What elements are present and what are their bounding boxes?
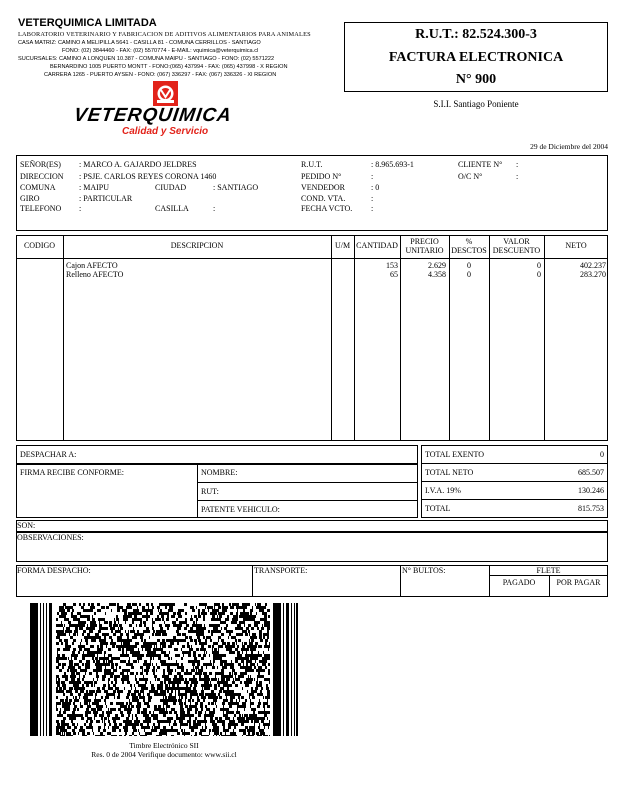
header-valor-1: VALOR [503,237,530,246]
company-tagline: LABORATORIO VETERINARIO Y FABRICACION DE ADITIVOS ALIMENTARIOS PARA ANIMALES [18,31,311,38]
pagado-label: PAGADO [502,578,536,587]
col-divider [449,235,450,441]
logo-slogan: Calidad y Servicio [122,126,209,137]
flete-label: FLETE [536,566,561,575]
stamp-caption: Res. 0 de 2004 Verifique documento: www.sii.cl [91,750,237,759]
total-exento-value: 0 [600,450,604,459]
rut-label: R.U.T. [301,160,323,169]
row-2-precio: 4.358 [428,270,446,279]
pdf417-barcode-icon [30,603,298,736]
row-2-neto: 283.270 [580,270,606,279]
header-neto: NETO [565,241,587,250]
header-um: U/M [334,241,351,250]
direccion-value: : PSJE. CARLOS REYES CORONA 1460 [79,172,217,181]
address-line-4: BERNARDINO 1005 PUERTO MONTT - FONO:(065) 437994 - FAX: (065) 437998 - X REGION [50,64,288,70]
giro-label: GIRO [20,194,40,203]
fecha-value: : [371,204,374,213]
despacho-divider [400,565,401,597]
pedido-value: : [371,172,374,181]
address-line-5: CARRERA 1265 - PUERTO AYSEN - FONO: (067) 336297 - FAX: (067) 336326 - XI REGION [44,72,277,78]
totals-divider [421,481,608,482]
header-precio-1: PRECIO [410,237,439,246]
transporte-label: TRANSPORTE: [254,566,308,575]
ciudad-label: CIUDAD [155,183,187,192]
rut-value: : 8.965.693-1 [371,160,414,169]
sii-office: S.I.I. Santiago Poniente [433,99,519,109]
row-1-precio: 2.629 [428,261,446,270]
row-2-pct: 0 [467,270,471,279]
items-header-divider [16,258,608,259]
vendedor-value: : 0 [371,183,380,192]
por-pagar-label: POR PAGAR [556,578,601,587]
telefono-label: TELEFONO [20,204,62,213]
forma-label: FORMA DESPACHO: [17,566,91,575]
telefono-value: : [79,204,82,213]
invoice-date: 29 de Diciembre del 2004 [530,142,608,151]
firma-row-divider [197,482,418,483]
row-1-pct: 0 [467,261,471,270]
observaciones-label: OBSERVACIONES: [17,533,84,542]
cond-value: : [371,194,374,203]
header-descripcion: DESCRIPCION [170,241,224,250]
comuna-label: COMUNA [20,183,56,192]
header-pct-2: DESCTOS [451,246,487,255]
firma-divider [197,464,198,518]
bultos-label: N° BULTOS: [402,566,446,575]
firma-label: FIRMA RECIBE CONFORME: [20,468,125,477]
total-exento-label: TOTAL EXENTO [425,450,484,459]
row-1-valor: 0 [537,261,541,270]
header-precio-2: UNITARIO [405,246,444,255]
comuna-value: : MAIPU [79,183,110,192]
senor-label: SEÑOR(ES) [20,160,61,169]
vendedor-label: VENDEDOR [301,183,345,192]
address-line-3: SUCURSALES: CAMINO A LONQUEN 10.387 - COMUNA MAIPU - SANTIAGO - FONO: (02) 5571222 [18,56,275,62]
header-codigo: CODIGO [23,241,56,250]
direccion-label: DIRECCION [20,172,64,181]
total-neto-label: TOTAL NETO [425,468,474,477]
total-label: TOTAL [425,504,451,513]
header-valor-2: DESCUENTO [492,246,541,255]
total-value: 815.753 [578,504,604,513]
invoice-number: N° 900 [455,72,497,87]
firma-row-divider [197,500,418,501]
row-2-descripcion: Relleno AFECTO [66,270,124,279]
row-1-cantidad: 153 [386,261,398,270]
despachar-label: DESPACHAR A: [20,450,77,459]
col-divider [331,235,332,441]
stamp-title: Timbre Electrónico SII [129,741,199,750]
iva-value: 130.246 [578,486,604,495]
patente-label: PATENTE VEHICULO: [201,505,280,514]
ciudad-value: : SANTIAGO [213,183,259,192]
nombre-label: NOMBRE: [201,468,238,477]
invoice-title: FACTURA ELECTRONICA [388,50,564,65]
address-line-2: FONO: (02) 3844460 - FAX: (02) 5570774 - E-MAIL: vquimica@veterquimica.cl [62,48,259,54]
row-1-neto: 402.237 [580,261,606,270]
fecha-label: FECHA VCTO. [301,204,353,213]
totals-divider [421,499,608,500]
row-2-valor: 0 [537,270,541,279]
address-line-1: CASA MATRIZ: CAMINO A MELIPILLA 5641 - CASILLA 81 - COMUNA CERRILLOS - SANTIAGO [18,40,261,46]
firma-rut-label: RUT: [201,487,219,496]
header-cantidad: CANTIDAD [356,241,398,250]
casilla-label: CASILLA [155,204,189,213]
observaciones-box [16,532,608,562]
casilla-value: : [213,204,216,213]
invoice-rut: R.U.T.: 82.524.300-3 [415,27,537,42]
son-box [16,520,608,532]
header-pct-1: % [465,237,473,246]
pedido-label: PEDIDO N° [301,172,342,181]
row-1-descripcion: Cajon AFECTO [66,261,118,270]
iva-label: I.V.A. 19% [425,486,461,495]
cliente-label: CLIENTE N° [458,160,503,169]
company-logo-icon [153,81,178,106]
oc-value: : [516,172,519,181]
col-divider [63,235,64,441]
cond-label: COND. VTA. [301,194,346,203]
son-label: SON: [17,521,36,530]
despacho-divider [252,565,253,597]
row-2-cantidad: 65 [390,270,398,279]
senor-value: : MARCO A. GAJARDO JELDRES [79,160,197,169]
giro-value: : PARTICULAR [79,194,133,203]
totals-divider [421,463,608,464]
oc-label: O/C N° [458,172,483,181]
cliente-value: : [516,160,519,169]
logo-wordmark: VETERQUIMICA [72,105,234,126]
company-name: VETERQUIMICA LIMITADA [18,17,157,29]
total-neto-value: 685.507 [578,468,604,477]
